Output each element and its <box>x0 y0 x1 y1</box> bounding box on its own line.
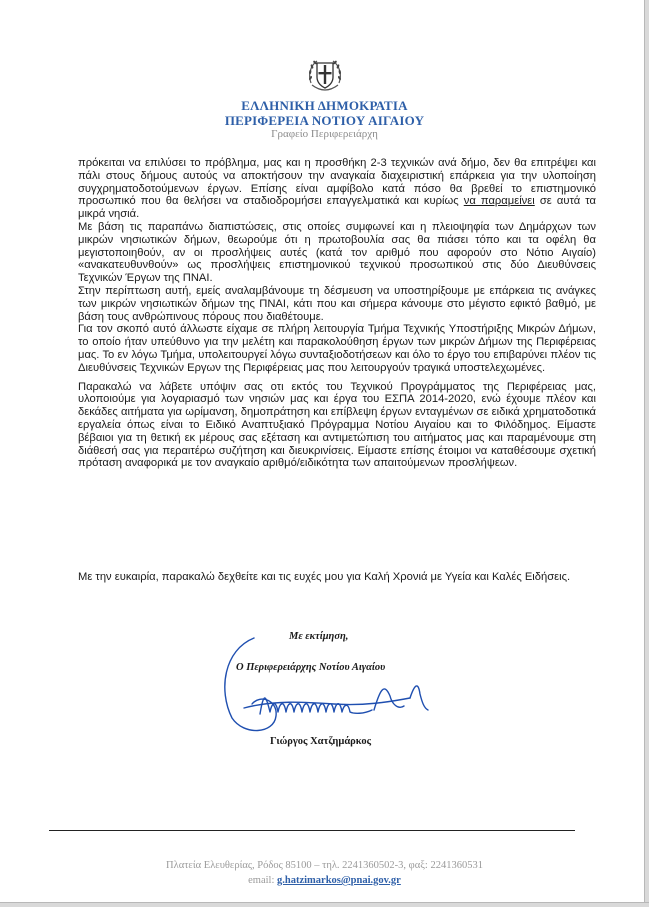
greek-coat-of-arms-emblem <box>302 53 348 99</box>
header-office: Γραφείο Περιφερειάρχη <box>271 128 378 140</box>
signature-greeting: Με εκτίμηση, <box>289 631 349 642</box>
paragraph-1-text: πρόκειται να επιλύσει το πρόβλημα, μας και η προσθήκη 2-3 τεχνικών ανά δήμο, δεν θα επιτρέψει και πάλι στους δήμους αυτούς να αποκτήσουν την αναγκαία διαχειριστική επάρκεια για την υλοποίηση συγχρηματοδοτούμενων έργων. Επίσης είναι αμφίβολο κατά πόσο θα βρεθεί το επιστημονικό προσωπικό που θα θελήσει να σταδιοδρομήσει επαγγελματικά και κυρίως <box>78 157 596 208</box>
footer-email-link[interactable]: g.hatzimarkos@pnai.gov.gr <box>277 875 401 886</box>
header-region: ΠΕΡΙΦΕΡΕΙΑ ΝΟΤΙΟΥ ΑΙΓΑΙΟΥ <box>224 113 425 128</box>
header-country: ΕΛΛΗΝΙΚΗ ΔΗΜΟΚΡΑΤΙΑ <box>241 98 408 113</box>
signature-name: Γιώργος Χατζημάρκος <box>270 736 372 747</box>
paragraph-4: Για τον σκοπό αυτό άλλωστε είχαμε σε πλήρη λειτουργία Τμήμα Τεχνικής Υποστήριξης Μικρών Δήμων, το οποίο ήταν υπεύθυνο για την μελέτη και παρακολούθηση έργων των μικρών Δήμων της Περιφέρειας μας. Το εν λόγω Τμήμα, υπολειτουργεί λόγω συνταξιοδοτήσεων και όλο το έργο του επιβαρύνει πλέον τις Διευθύνσεις Τεχνικών Εργων της Περιφέρειας μας που λειτουργούν τραγικά υποστελεχωμένες. <box>78 323 596 374</box>
footer-email-label: email: <box>248 875 275 886</box>
footer-address: Πλατεία Ελευθερίας, Ρόδος 85100 – τηλ. 2241360502-3, φαξ: 2241360531 <box>166 860 483 871</box>
signature-title: Ο Περιφερειάρχης Νοτίου Αιγαίου <box>236 662 386 673</box>
handwritten-signature <box>214 630 444 740</box>
page-frame-bottom <box>0 902 649 907</box>
footer-email-line <box>0 875 649 886</box>
closing-paragraph: Με την ευκαιρία, παρακαλώ δεχθείτε και τις ευχές μου για Καλή Χρονιά με Υγεία και Καλές Ειδήσεις. <box>78 571 571 583</box>
paragraph-1 <box>78 157 596 221</box>
underlined-phrase: να παραμείνει <box>463 195 535 208</box>
footer-divider <box>49 830 575 831</box>
letter-body <box>78 157 596 470</box>
paragraph-2: Με βάση τις παραπάνω διαπιστώσεις, στις οποίες συμφωνεί και η πλειοψηφία των Δημάρχων των μικρών νησιωτικών δήμων, θεωρούμε ότι η πρωτοβουλία σας θα πιάσει τόπο και τα οφέλη θα μεγιστοποιηθούν, αν οι προσλήψεις αυτές (κατά τον αριθμό που αφορούν στο Νότιο Αιγαίο) «ανακατευθυνθούν» ως προσλήψεις επιστημονικού τεχνικού προσωπικού στις δύο Διευθύνσεις Τεχνικών Έργων της ΠΝΑΙ. <box>78 220 596 285</box>
paragraph-5: Παρακαλώ να λάβετε υπόψιν σας οτι εκτός του Τεχνικού Προγράμματος της Περιφέρειας μας, υλοποιούμε για λογαριασμό των νησιών μας και έργα του ΕΣΠΑ 2014-2020, ενώ έχουμε πλέον και δεκάδες αιτήματα για ωρίμανση, δημοπράτηση και επίβλεψη έργων ενταγμένων σε ειδικά χρηματοδοτικά εργαλεία όπως είναι το Ειδικό Αναπτυξιακό Πρόγραμμα Νοτίου Αιγαίου και το Φιλόδημος. Είμαστε βέβαιοι για τη θετική εκ μέρους σας εξέταση και αντιμετώπιση του αιτήματος μας και παραμένουμε στη διάθεσή σας για περαιτέρω συζήτηση και διευκρινίσεις. Είμαστε επίσης έτοιμοι να καταθέσουμε σχετική πρόταση αναφορικά με τον αναγκαίο αριθμό/ειδικότητα των απαιτούμενων προσλήψεων. <box>78 380 596 470</box>
paragraph-3: Στην περίπτωση αυτή, εμείς αναλαμβάνουμε τη δέσμευση να υποστηρίξουμε με επάρκεια τις ανάγκες των μικρών νησιωτικών δήμων της ΠΝΑΙ, κάτι που και σήμερα κάνουμε στο μέγιστο εφικτό βαθμό, με βάση τους ανθρώπινους πόρους που διαθέτουμε. <box>78 284 596 323</box>
paragraph-1-end: σε αυτά τα μικρά νησιά. <box>78 195 597 221</box>
